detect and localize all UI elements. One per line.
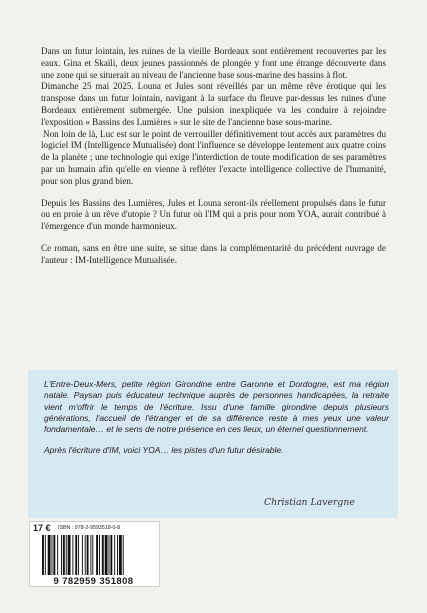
barcode-bar <box>110 535 112 575</box>
barcode-bar <box>87 535 89 575</box>
author-signature: Christian Lavergne <box>264 497 355 508</box>
barcode-bar <box>117 535 118 575</box>
barcode-bar <box>53 535 55 575</box>
barcode-bar <box>72 535 73 575</box>
barcode-bar <box>123 535 124 575</box>
author-bio-text: L'Entre-Deux-Mers, petite région Girondine entre Garonne et Dordogne, est ma région natale. Paysan puis éducateur technique auprès de personnes handicapées, la retraite vient m'offrir le temps de l'écriture. Issu d'une famille girondine depuis plusieurs générations, l'accueil de l'étranger et de sa différence reste à mes yeux une valeur fondamentale… et le sens de notre présence en ces lieux, un éternel questionnement. <box>44 379 389 435</box>
ean-digits: 9 782959 351808 <box>53 576 134 587</box>
barcode-bar <box>96 535 98 575</box>
barcode-bar <box>63 535 65 575</box>
barcode-bar <box>45 535 46 575</box>
price-label: 17 € <box>33 523 51 533</box>
barcode-bar <box>119 535 122 575</box>
author-tagline: Après l'écriture d'IM, voici YOA… les pistes d'un futur désirable. <box>44 445 284 456</box>
synopsis-paragraph-3: Non loin de là, Luc est sur le point de verrouiller définitivement tout accès aux paramètres du logiciel IM (Intelligence Mutualisée) dont l'influence se développe lentement aux quatre coins de la planète ; une technologie qui exige l'interdiction de toute modification de ses paramètres par un humain afin qu'elle en vienne à refléter l'exacte intelligence collective de l'humanité, pour son plus grand bien. <box>41 128 386 186</box>
barcode-bar <box>52 535 53 575</box>
barcode-bar <box>92 535 93 575</box>
barcode-bar <box>114 535 115 575</box>
barcode-bar <box>102 535 104 575</box>
barcode-bar <box>48 535 51 575</box>
author-bio <box>44 379 389 457</box>
barcode-bar <box>66 535 67 575</box>
synopsis-paragraph-2: Dimanche 25 mai 2025. Louna et Jules sont réveillés par un même rêve érotique qui les transpose dans un futur lointain, navigant à la surface du fleuve par-dessus les ruines d'une Bordeaux entièrement submergée. Une pulsion inexpliquée va les conduire à rejoindre l'exposition « Bassins des Lumières » sur le site de l'ancienne base sous-marine. <box>41 81 386 127</box>
barcode-bar <box>85 535 86 575</box>
barcode-bar <box>68 535 71 575</box>
synopsis <box>41 46 386 267</box>
barcode-bar <box>105 535 108 575</box>
barcode-bar <box>90 535 91 575</box>
barcode-bar <box>109 535 110 575</box>
barcode-bar <box>78 535 79 575</box>
barcode-bar <box>99 535 100 575</box>
barcode-bar <box>61 535 62 575</box>
barcode-bar <box>75 535 77 575</box>
barcode-bar <box>57 535 58 575</box>
barcode-bars <box>42 535 146 575</box>
isbn-label: ISBN : 978-2-9593518-0-8 <box>58 525 121 531</box>
synopsis-paragraph-5: Ce roman, sans en être une suite, se situe dans la complémentarité du précédent ouvrage de l'auteur : IM-Intelligence Mutualisée. <box>41 242 386 265</box>
barcode-bar <box>42 535 44 575</box>
barcode-bar <box>82 535 83 575</box>
synopsis-paragraph-1: Dans un futur lointain, les ruines de la vieille Bordeaux sont entièrement recouvertes par les eaux. Gina et Skaïli, deux jeunes passionnés de plongée y font une étrange découverte dans une zone qui se situerait au niveau de l'ancienne base sous-marine des bassins à flot. <box>41 46 386 80</box>
synopsis-paragraph-4: Depuis les Bassins des Lumières, Jules et Louna seront-ils réellement propulsés dans le futur ou en proie à un rêve d'utopie ? Un futur où l'IM qui a pris pour nom YOA, aurait contribué à l'émergence d'un monde harmonieux. <box>41 197 386 232</box>
